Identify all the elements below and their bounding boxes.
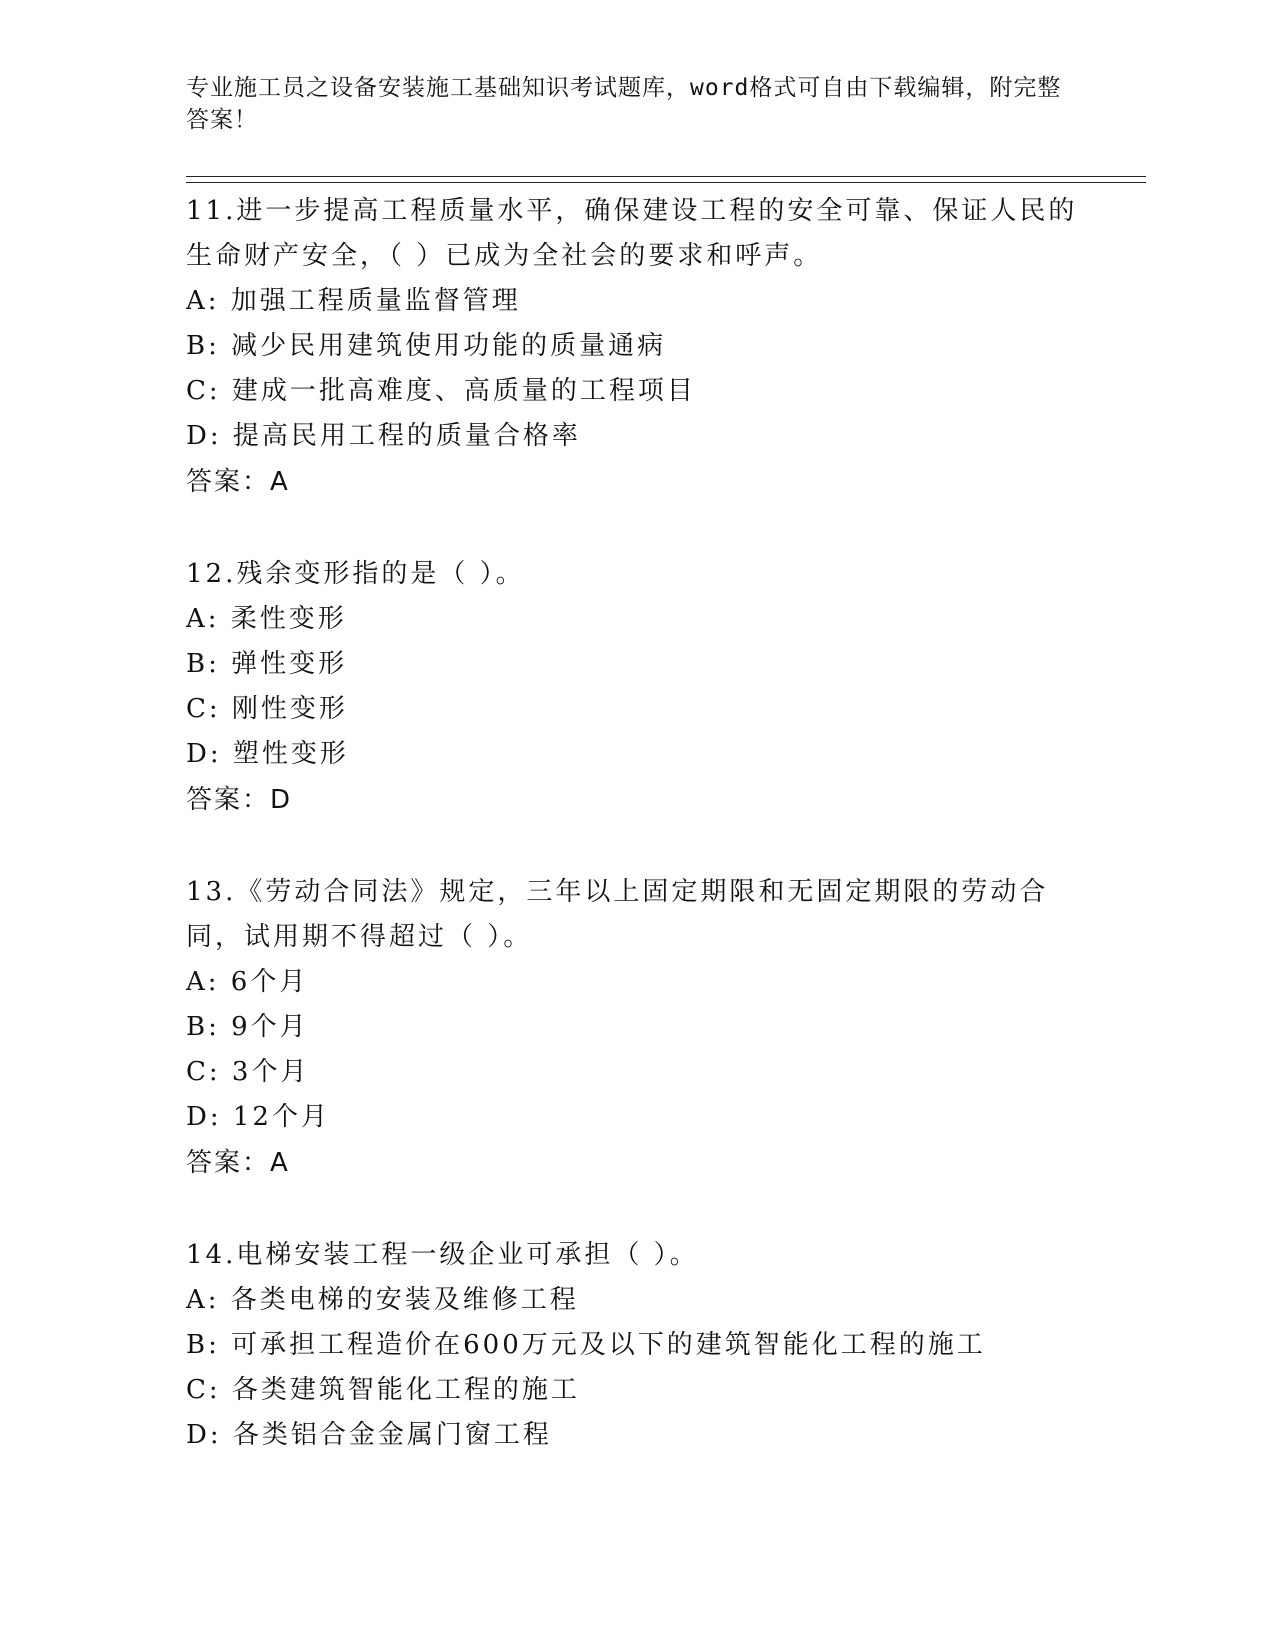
question-12 <box>186 552 1086 823</box>
option-d: D: 提高民用工程的质量合格率 <box>186 421 581 451</box>
document-header: 专业施工员之设备安装施工基础知识考试题库，word格式可自由下载编辑，附完整答案！ <box>186 75 1062 133</box>
answer-label: 答案：A <box>186 467 290 497</box>
question-list <box>186 189 1086 1505</box>
option-b: B: 减少民用建筑使用功能的质量通病 <box>186 331 667 361</box>
question-11 <box>186 189 1086 505</box>
question-text: 11.进一步提高工程质量水平，确保建设工程的安全可靠、保证人民的生命财产安全，（ ）已成为全社会的要求和呼声。 <box>186 196 1078 271</box>
question-text: 12.残余变形指的是（ ）。 <box>186 559 525 589</box>
option-c: C: 3个月 <box>186 1057 310 1087</box>
answer-label: 答案：D <box>186 785 293 815</box>
option-d: D: 12个月 <box>186 1102 330 1132</box>
option-c: C: 刚性变形 <box>186 694 348 724</box>
question-text: 14.电梯安装工程一级企业可承担（ ）。 <box>186 1240 699 1270</box>
header-divider <box>186 176 1146 183</box>
option-a: A: 加强工程质量监督管理 <box>186 286 521 316</box>
option-d: D: 各类铝合金金属门窗工程 <box>186 1420 552 1450</box>
option-b: B: 弹性变形 <box>186 649 348 679</box>
option-b: B: 9个月 <box>186 1012 309 1042</box>
answer-label: 答案：A <box>186 1148 290 1178</box>
question-text: 13.《劳动合同法》规定，三年以上固定期限和无固定期限的劳动合同，试用期不得超过（ ）。 <box>186 877 1049 952</box>
option-a: A: 6个月 <box>186 967 309 997</box>
option-b: B: 可承担工程造价在600万元及以下的建筑智能化工程的施工 <box>186 1330 986 1360</box>
option-c: C: 建成一批高难度、高质量的工程项目 <box>186 376 696 406</box>
option-d: D: 塑性变形 <box>186 739 349 769</box>
option-c: C: 各类建筑智能化工程的施工 <box>186 1375 580 1405</box>
option-a: A: 各类电梯的安装及维修工程 <box>186 1285 579 1315</box>
question-14 <box>186 1233 1086 1458</box>
question-13 <box>186 870 1086 1186</box>
option-a: A: 柔性变形 <box>186 604 347 634</box>
